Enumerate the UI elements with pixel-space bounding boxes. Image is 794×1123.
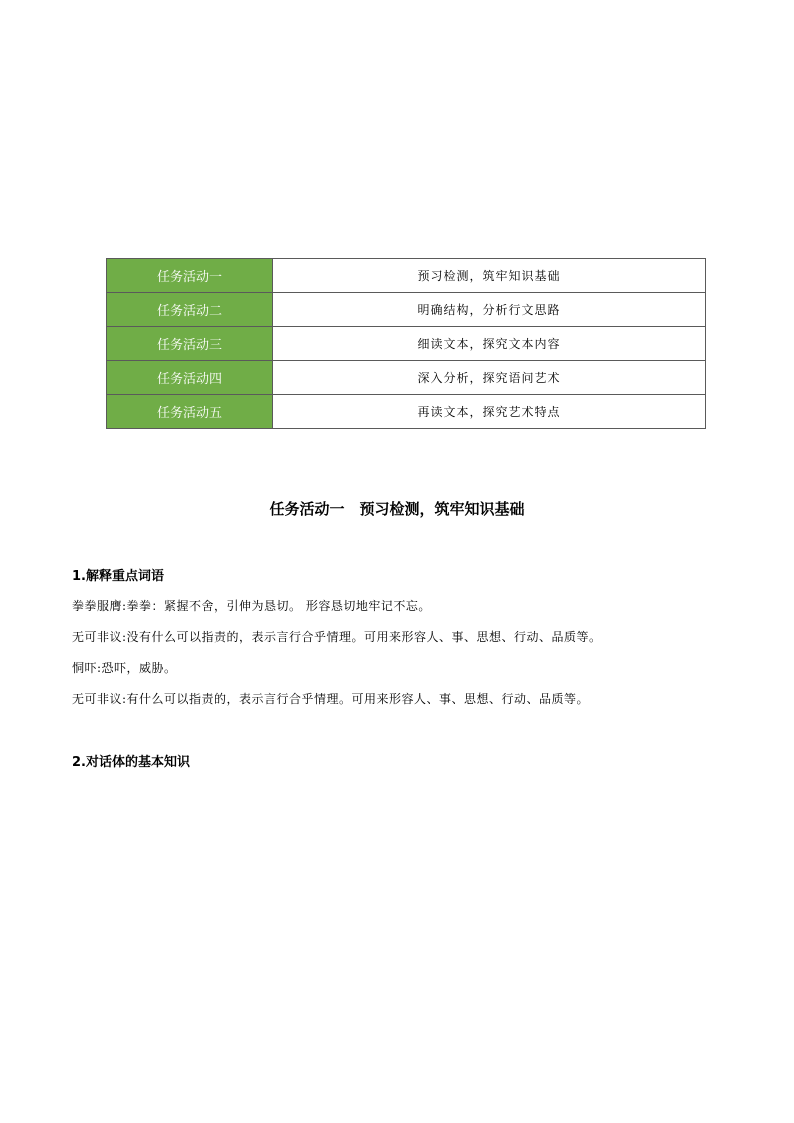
- activity-description: 预习检测，筑牢知识基础: [273, 259, 706, 293]
- vocabulary-item: 拳拳服膺:拳拳：紧握不舍，引伸为恳切。 形容恳切地牢记不忘。: [72, 599, 431, 613]
- activity-label: 任务活动三: [107, 327, 273, 361]
- vocabulary-item: 无可非议:没有什么可以指责的，表示言行合乎情理。可用来形容人、事、思想、行动、品质等。: [72, 630, 602, 644]
- activity-description: 细读文本，探究文本内容: [273, 327, 706, 361]
- vocabulary-item: 恫吓:恐吓，威胁。: [72, 661, 177, 675]
- activity-label: 任务活动二: [107, 293, 273, 327]
- activity-description: 明确结构，分析行文思路: [273, 293, 706, 327]
- table-row: [107, 327, 706, 361]
- activity-description: 再读文本，探究艺术特点: [273, 395, 706, 429]
- activity-description: 深入分析，探究语问艺术: [273, 361, 706, 395]
- task-activity-table: [106, 258, 706, 429]
- activity-label: 任务活动五: [107, 395, 273, 429]
- vocabulary-heading: 1.解释重点词语: [72, 569, 164, 584]
- table-row: [107, 361, 706, 395]
- table-row: [107, 259, 706, 293]
- activity-label: 任务活动一: [107, 259, 273, 293]
- activity-label: 任务活动四: [107, 361, 273, 395]
- table-row: [107, 395, 706, 429]
- section-title: 任务活动一 预习检测，筑牢知识基础: [269, 500, 525, 518]
- table-row: [107, 293, 706, 327]
- dialogue-knowledge-heading: 2.对话体的基本知识: [72, 755, 190, 770]
- vocabulary-item: 无可非议:有什么可以指责的，表示言行合乎情理。可用来形容人、事、思想、行动、品质等。: [72, 692, 590, 706]
